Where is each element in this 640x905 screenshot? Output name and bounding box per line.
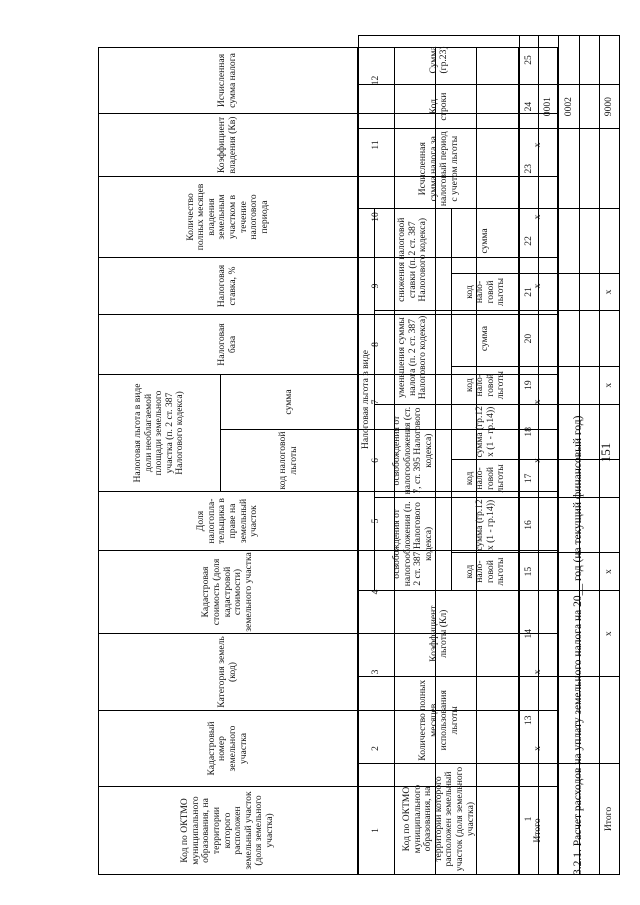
t2-total-cell: x — [600, 366, 620, 404]
t2-cell — [538, 311, 559, 366]
t2-header-reduction-rate: снижения налоговой ставки (п. 2 ст. 387 Налогового кодекса) — [375, 209, 452, 311]
table2-data-row — [559, 36, 580, 875]
t2-header-row-code: Код строки — [359, 84, 520, 128]
t2-header-months-use: Количество полных месяцев использования льготы — [359, 677, 520, 764]
t2-colnum: 24 — [520, 84, 538, 128]
t2-total-code: 9000 — [600, 84, 620, 128]
t2-cell — [579, 677, 600, 764]
t1-header-land-category: Категория земель (код) — [99, 634, 358, 711]
t2-cell — [538, 590, 559, 677]
t1-header-oktmo: Код по ОКТМО муниципального образования, на территории которого расположен земельный участок (доля земельного участка) — [99, 787, 358, 875]
table2-data-row — [579, 36, 600, 875]
t2-cell — [579, 553, 600, 591]
t2-cell — [538, 209, 559, 273]
t2-header-code: код нало-говой льготы — [452, 366, 520, 404]
t2-header-code: код нало-говой льготы — [452, 273, 520, 311]
t2-cell — [559, 553, 580, 591]
t2-cell — [579, 273, 600, 311]
t1-header-benefit-code: код налоговой льготы — [220, 430, 357, 492]
t1-header-cadastral-number: Кадастровый номер земельного участка — [99, 711, 358, 787]
t2-cell — [579, 366, 600, 404]
t2-colnum: 17 — [520, 460, 538, 498]
t2-cell — [579, 129, 600, 209]
t2-cell — [538, 366, 559, 404]
t2-colnum: 13 — [520, 677, 538, 764]
t2-header-sum: сумма — [452, 311, 520, 366]
t1-header-tax-base: Налоговая база — [99, 314, 358, 374]
t2-total-cell — [600, 209, 620, 273]
t1-header-coef-kv: Коэффициент владения (Кв) — [99, 113, 358, 176]
t2-cell — [579, 590, 600, 677]
t2-cell — [579, 311, 600, 366]
tax-benefit-table — [358, 35, 620, 875]
t2-colnum: 16 — [520, 497, 538, 552]
t2-header-exemption-387: освобождения от налогообложения (п. 2 ст. 387 Налогового кодекса) — [375, 497, 452, 590]
table1-header-row — [99, 47, 221, 874]
t2-total-cell: x — [600, 590, 620, 677]
t2-cell — [579, 404, 600, 459]
t2-cell — [559, 209, 580, 273]
t1-colnum: 6 — [357, 430, 394, 492]
t2-cell — [579, 209, 600, 273]
t2-header-sum: сумма — [452, 209, 520, 273]
t2-total-cell: x — [600, 273, 620, 311]
t2-cell — [579, 84, 600, 128]
t2-colnum: 19 — [520, 366, 538, 404]
section-caption: 3.2.1. Расчет расходов на уплату земельного налога на 20__ год (на текущий финансовый год) — [572, 415, 584, 875]
t2-header-sum-formula: сумма (гр.12 x (1 - гр.14)) — [452, 404, 520, 459]
t2-header-oktmo: Код по ОКТМО муниципального образования, на территории которого расположен земельный участок (доля земельного участка) — [359, 764, 520, 875]
t2-colnum: 14 — [520, 590, 538, 677]
t2-header-sum-gr23: Сумма (гр.23) — [359, 36, 520, 85]
t2-total-label: Итого — [600, 764, 620, 875]
t2-cell — [559, 129, 580, 209]
t2-cell — [559, 311, 580, 366]
t1-colnum: 2 — [357, 711, 394, 787]
t2-cell — [538, 677, 559, 764]
t2-colnum: 21 — [520, 273, 538, 311]
t2-cell — [538, 404, 559, 459]
t1-total-cell: x — [518, 176, 557, 257]
t2-total-cell — [600, 497, 620, 552]
t1-header-calc-sum: Исчисленная сумма налога — [99, 47, 358, 113]
t2-total-cell: x — [600, 553, 620, 591]
t2-cell — [559, 590, 580, 677]
t2-header-code: код нало-говой льготы — [452, 460, 520, 498]
t1-colnum: 7 — [357, 374, 394, 429]
t2-cell — [579, 497, 600, 552]
t2-header-code: код нало-говой льготы — [452, 553, 520, 591]
t1-header-benefit-sum: сумма — [220, 374, 357, 429]
t1-colnum: 11 — [357, 113, 394, 176]
t2-cell — [559, 497, 580, 552]
t1-total-cell: x — [518, 257, 557, 314]
t2-total-cell — [600, 36, 620, 85]
t1-header-tax-rate: Налоговая ставка, % — [99, 257, 358, 314]
t2-header-sum-formula: сумма (гр.12 x (1 - гр.14)) — [452, 497, 520, 552]
t1-total-cell: x — [518, 113, 557, 176]
t1-total-cell: x — [518, 430, 557, 492]
t2-cell — [579, 36, 600, 85]
t2-cell — [559, 366, 580, 404]
t1-colnum: 3 — [357, 634, 394, 711]
t2-cell — [579, 460, 600, 498]
t2-row-code: 0002 — [559, 84, 580, 128]
t2-cell — [538, 460, 559, 498]
t1-colnum: 9 — [357, 257, 394, 314]
table2-data-row — [538, 36, 559, 875]
t2-cell — [559, 677, 580, 764]
t1-colnum: 8 — [357, 314, 394, 374]
t1-header-cadastral-value: Кадастровая стоимость (доля кадастровой стоимости) земельного участка — [99, 551, 358, 634]
t2-colnum: 23 — [520, 129, 538, 209]
t2-cell — [559, 273, 580, 311]
t1-total-cell: x — [518, 711, 557, 787]
t2-header-coef-kl: Коэффициент льготы (Кл) — [359, 590, 520, 677]
t2-header-benefit-group: Налоговая льгота в виде — [359, 209, 375, 591]
t2-cell — [538, 129, 559, 209]
t1-total-cell: x — [518, 634, 557, 711]
t1-header-benefit-group: Налоговая льгота в виде доли необлагаемой площади земельного участка (п. 2 ст. 387 Налогового кодекса) — [99, 374, 221, 491]
t2-total-cell — [600, 311, 620, 366]
t2-cell — [579, 764, 600, 875]
t2-header-exemption-395: освобождения от налогообложения (ст. 7, ст. 395 Налогового кодекса) — [375, 404, 452, 497]
t2-cell — [538, 764, 559, 875]
t2-header-reduction-sum: уменьшения суммы налога (п. 2 ст. 387 Налогового кодекса) — [375, 311, 452, 404]
t2-total-cell — [600, 404, 620, 459]
t2-cell — [538, 273, 559, 311]
t1-colnum: 10 — [357, 176, 394, 257]
t1-colnum: 1 — [357, 787, 394, 875]
t1-header-months: Количество полных месяцев владения земельным участком в течение налогового периода — [99, 176, 358, 257]
t2-total-cell — [600, 677, 620, 764]
t2-row-code: 0001 — [538, 84, 559, 128]
t2-total-cell — [600, 129, 620, 209]
t2-cell — [538, 553, 559, 591]
t2-cell — [538, 36, 559, 85]
t2-colnum: 18 — [520, 404, 538, 459]
t2-colnum: 22 — [520, 209, 538, 273]
t2-colnum: 20 — [520, 311, 538, 366]
t2-cell — [559, 36, 580, 85]
table2-total-row — [600, 36, 620, 875]
table2-number-row — [520, 36, 538, 875]
t1-colnum: 5 — [357, 492, 394, 551]
t2-header-calc-with-benefit: Исчисленная сумма налога за налоговый период с учетом льготы — [359, 129, 520, 209]
t1-total-label: Итого — [518, 787, 557, 875]
t2-colnum: 15 — [520, 553, 538, 591]
t1-colnum: 12 — [357, 47, 394, 113]
t2-cell — [559, 764, 580, 875]
t2-colnum: 1 — [520, 764, 538, 875]
page-number: 151 — [598, 442, 613, 463]
t2-total-cell — [600, 460, 620, 498]
t2-cell — [559, 460, 580, 498]
table2-header-row-1 — [359, 36, 375, 875]
t1-colnum: 4 — [357, 551, 394, 634]
t1-total-cell: x — [518, 374, 557, 429]
t1-header-share: Доля налогопла-тельщика в праве на земельный участок — [99, 492, 358, 551]
t2-colnum: 25 — [520, 36, 538, 85]
t2-cell — [559, 404, 580, 459]
t2-cell — [538, 497, 559, 552]
